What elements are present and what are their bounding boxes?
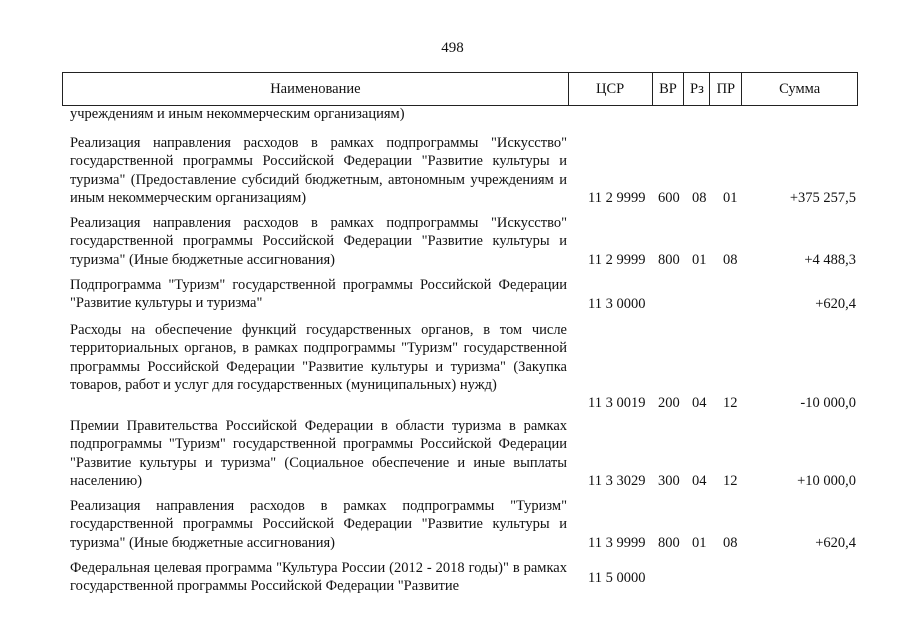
table-row — [70, 214, 856, 269]
table-row — [70, 134, 856, 207]
row-csr: 11 3 0000 — [588, 295, 646, 312]
column-header-rz: Рз — [684, 73, 710, 105]
row-csr: 11 2 9999 — [588, 189, 646, 206]
row-name: Расходы на обеспечение функций государственных органов, в том числе территориальных органов, в рамках подпрограммы "Туризм" государственной программы Российской Федерации "Развитие культуры и туризма" (Закупка товаров, работ и услуг для государственных (муниципальных) нужд) — [70, 322, 567, 393]
row-csr: 11 5 0000 — [588, 570, 646, 586]
row-rz: 04 — [692, 472, 707, 489]
row-sum: +4 488,3 — [804, 251, 856, 268]
row-sum: +620,4 — [815, 295, 856, 312]
row-csr: 11 3 9999 — [588, 534, 646, 551]
row-sum: +620,4 — [815, 534, 856, 551]
column-header-sum: Сумма — [779, 80, 821, 97]
row-sum: +375 257,5 — [789, 189, 856, 206]
row-vr: 800 — [658, 251, 680, 268]
row-name: Реализация направления расходов в рамках подпрограммы "Искусство" государственной программы Российской Федерации "Развитие культуры и туризма" (Иные бюджетные ассигнования) — [70, 215, 567, 268]
table-row — [70, 559, 856, 596]
row-sum: +10 000,0 — [797, 472, 856, 489]
row-vr: 800 — [658, 534, 680, 551]
table-row — [70, 321, 856, 412]
row-pr: 12 — [723, 472, 738, 489]
row-pr: 08 — [723, 534, 738, 551]
row-rz: 01 — [692, 534, 707, 551]
row-rz: 08 — [692, 189, 707, 206]
row-vr: 600 — [658, 189, 680, 206]
row-name: Премии Правительства Российской Федерации в области туризма в рамках подпрограммы "Туризм" государственной программы Российской Федерации "Развитие культуры и туризма" (Социальное обеспечение и иные выплаты населению) — [70, 418, 567, 489]
row-sum: -10 000,0 — [800, 394, 856, 411]
row-vr: 200 — [658, 394, 680, 411]
row-rz: 01 — [692, 251, 707, 268]
column-header-name: Наименование — [63, 73, 569, 105]
table-row — [70, 105, 856, 124]
table-row — [70, 497, 856, 552]
page-number: 498 — [441, 40, 464, 56]
row-name: учреждениям и иным некоммерческим организациям) — [70, 106, 405, 122]
table-row — [70, 276, 856, 313]
column-header-vr: ВР — [653, 73, 685, 105]
row-vr: 300 — [658, 472, 680, 489]
row-rz: 04 — [692, 394, 707, 411]
row-name: Подпрограмма "Туризм" государственной программы Российской Федерации "Развитие культуры и туризма" — [70, 277, 567, 312]
row-name: Реализация направления расходов в рамках подпрограммы "Туризм" государственной программы Российской Федерации "Развитие культуры и туризма" (Иные бюджетные ассигнования) — [70, 498, 567, 551]
column-header-csr: ЦСР — [569, 73, 653, 105]
row-name: Реализация направления расходов в рамках подпрограммы "Искусство" государственной программы Российской Федерации "Развитие культуры и туризма" (Предоставление субсидий бюджетным, автономным учреждениям и иным некоммерческим организациям) — [70, 135, 567, 206]
row-pr: 08 — [723, 251, 738, 268]
row-csr: 11 2 9999 — [588, 251, 646, 268]
row-csr: 11 3 0019 — [588, 394, 646, 411]
row-name: Федеральная целевая программа "Культура России (2012 - 2018 годы)" в рамках государственной программы Российской Федерации "Развитие — [70, 560, 567, 595]
table-row — [70, 417, 856, 490]
row-csr: 11 3 3029 — [588, 472, 646, 489]
row-pr: 01 — [723, 189, 738, 206]
column-header-pr: ПР — [710, 73, 742, 105]
table-header — [62, 72, 858, 106]
row-pr: 12 — [723, 394, 738, 411]
